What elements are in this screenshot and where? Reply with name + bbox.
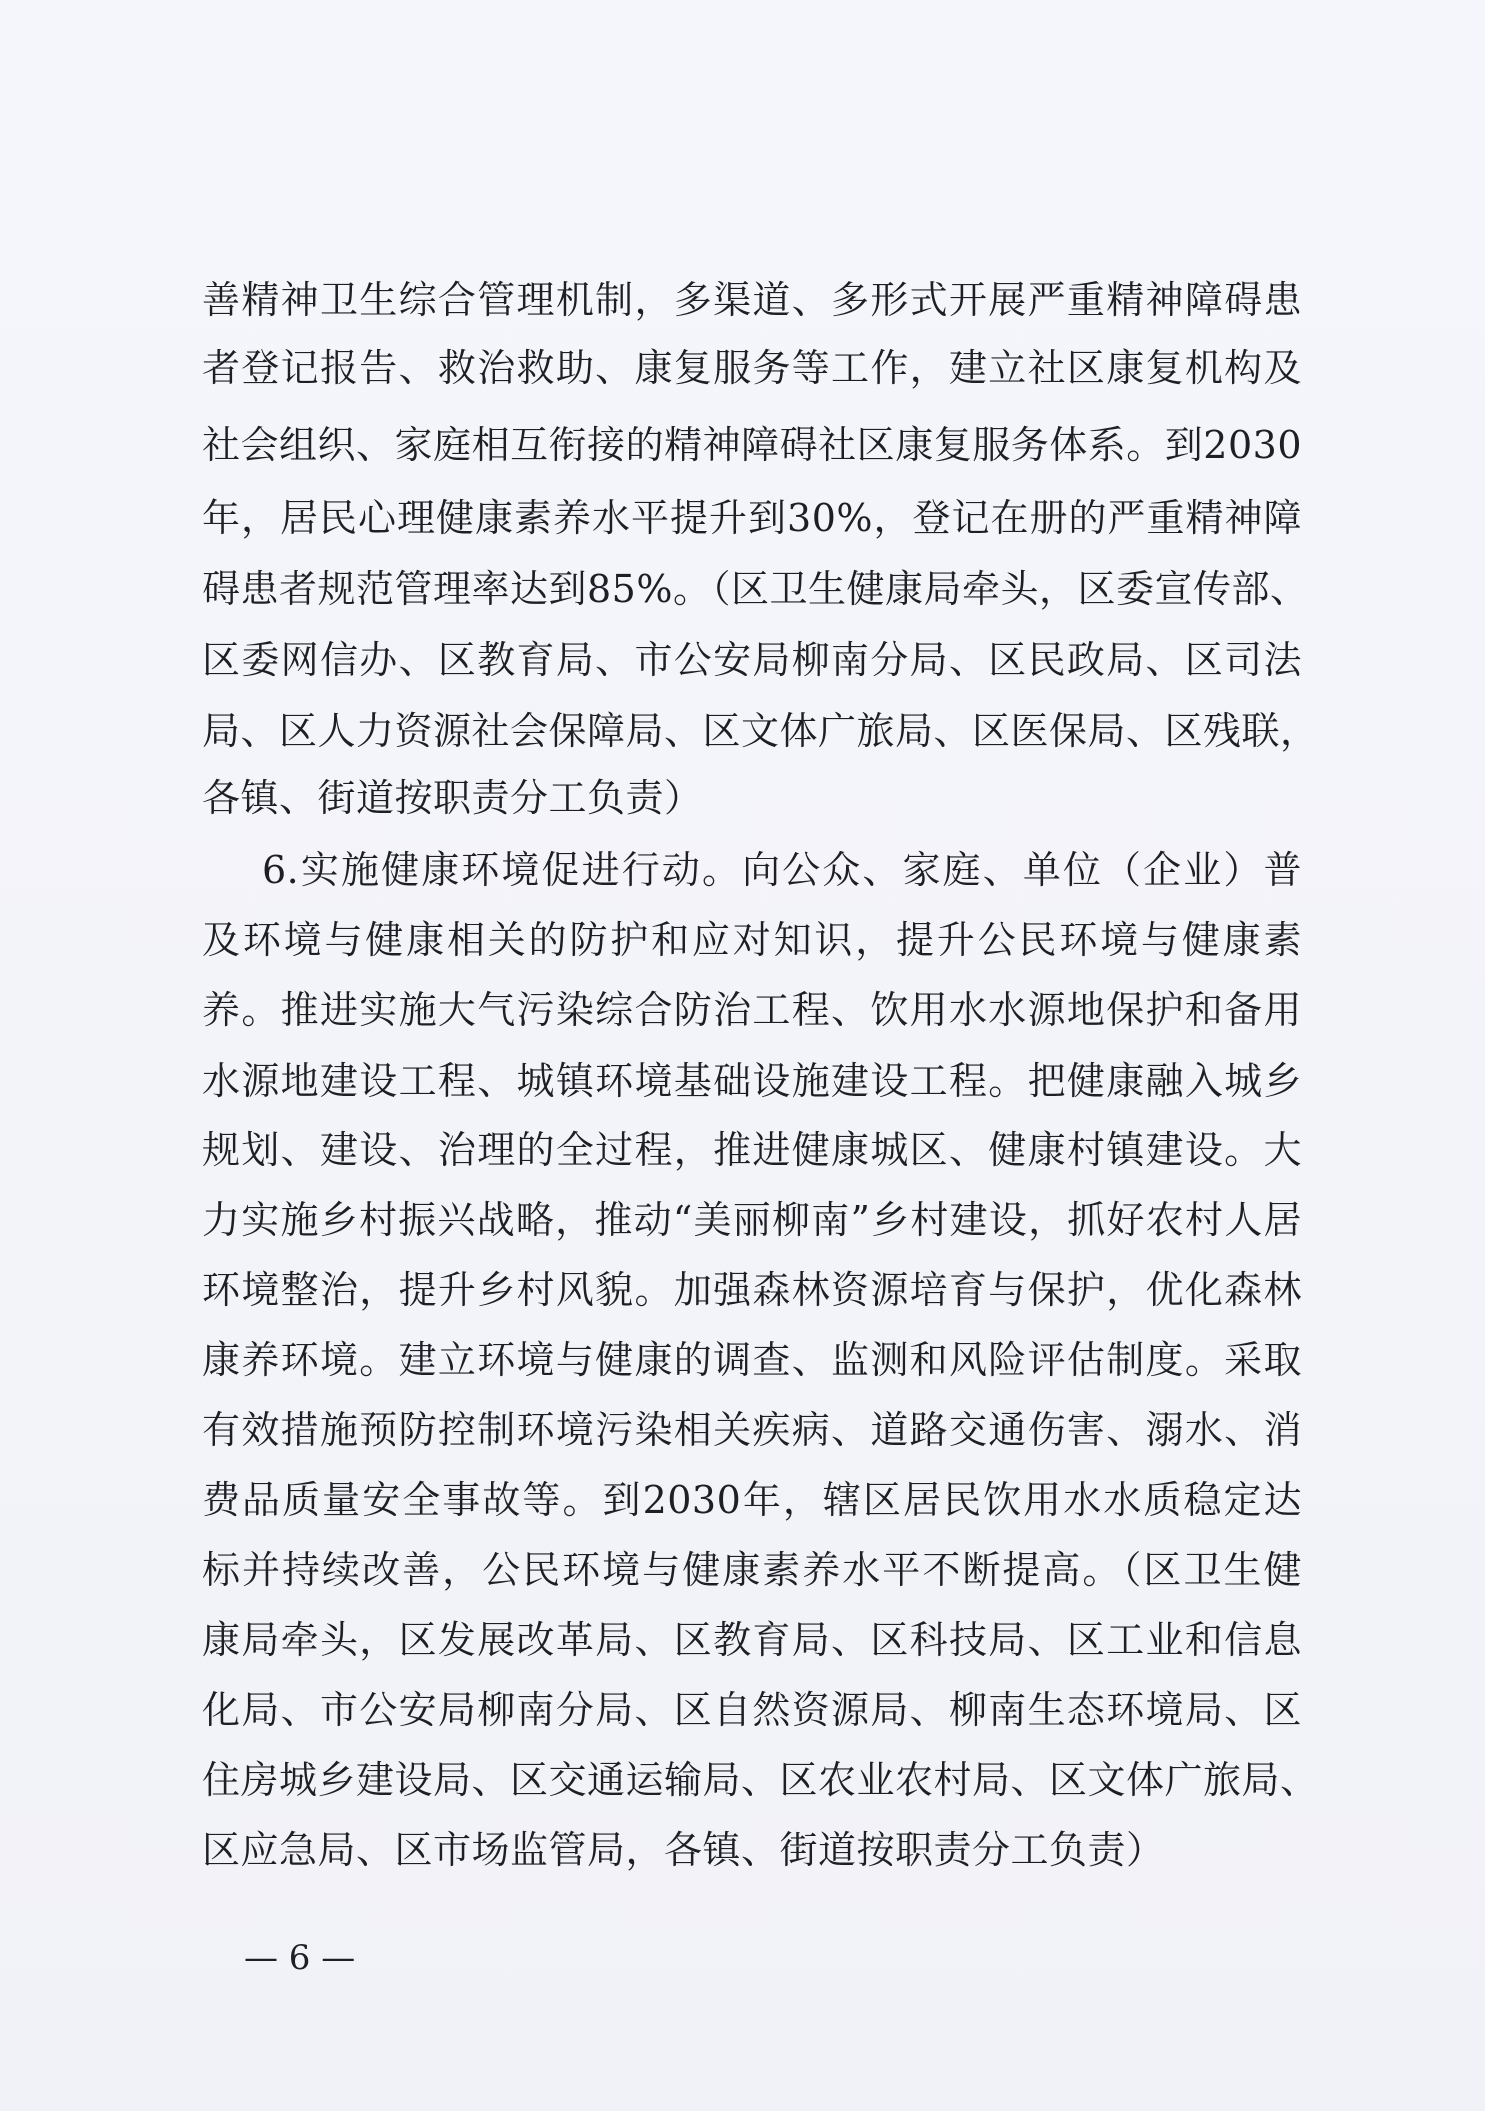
text-line: 碍患者规范管理率达到85%。（区卫生健康局牵头，区委宣传部、	[202, 567, 1309, 611]
text-line: 社会组织、家庭相互衔接的精神障碍社区康复服务体系。到2030	[202, 423, 1302, 467]
text-line: 标并持续改善，公民环境与健康素养水平不断提高。（区卫生健	[202, 1548, 1302, 1592]
page-number: — 6 —	[244, 1938, 356, 1978]
text-line: 各镇、街道按职责分工负责）	[202, 776, 703, 820]
text-line: 环境整治，提升乡村风貌。加强森林资源培育与保护，优化森林	[202, 1268, 1302, 1312]
text-line: 年，居民心理健康素养水平提升到30%，登记在册的严重精神障	[202, 496, 1302, 540]
text-line: 区委网信办、区教育局、市公安局柳南分局、区民政局、区司法	[202, 638, 1302, 682]
text-line: 局、区人力资源社会保障局、区文体广旅局、区医保局、区残联，	[202, 709, 1319, 753]
paragraph-heading-line: 6.实施健康环境促进行动。向公众、家庭、单位（企业）普	[262, 848, 1302, 892]
text-line: 力实施乡村振兴战略，推动“美丽柳南”乡村建设，抓好农村人居	[202, 1198, 1302, 1242]
text-line: 规划、建设、治理的全过程，推进健康城区、健康村镇建设。大	[202, 1128, 1302, 1172]
text-line: 水源地建设工程、城镇环境基础设施建设工程。把健康融入城乡	[202, 1059, 1302, 1103]
text-line: 善精神卫生综合管理机制，多渠道、多形式开展严重精神障碍患	[202, 278, 1302, 322]
text-line: 康养环境。建立环境与健康的调查、监测和风险评估制度。采取	[202, 1338, 1302, 1382]
text-line: 有效措施预防控制环境污染相关疾病、道路交通伤害、溺水、消	[202, 1408, 1302, 1452]
text-line: 费品质量安全事故等。到2030年，辖区居民饮用水水质稳定达	[202, 1478, 1302, 1522]
text-line: 康局牵头，区发展改革局、区教育局、区科技局、区工业和信息	[202, 1618, 1302, 1662]
text-line: 化局、市公安局柳南分局、区自然资源局、柳南生态环境局、区	[202, 1688, 1302, 1732]
text-line: 住房城乡建设局、区交通运输局、区农业农村局、区文体广旅局、	[202, 1758, 1319, 1802]
text-line: 区应急局、区市场监管局，各镇、街道按职责分工负责）	[202, 1828, 1165, 1872]
text-line: 养。推进实施大气污染综合防治工程、饮用水水源地保护和备用	[202, 988, 1302, 1032]
text-line: 及环境与健康相关的防护和应对知识，提升公民环境与健康素	[202, 918, 1302, 962]
text-line: 者登记报告、救治救助、康复服务等工作，建立社区康复机构及	[202, 346, 1302, 390]
